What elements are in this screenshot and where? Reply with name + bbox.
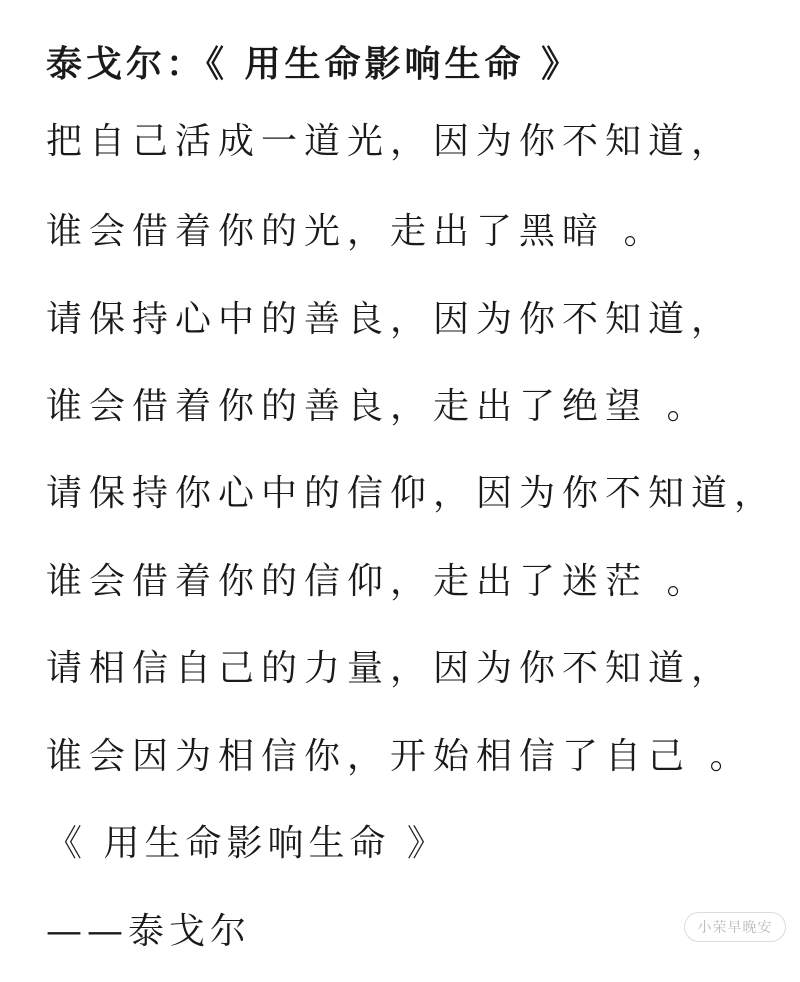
poem-line: 谁会借着你的善良，走出了绝望 。 — [46, 386, 710, 427]
watermark-badge: 小荣早晚安 — [684, 912, 786, 942]
poem-line: 谁会借着你的光，走出了黑暗 。 — [46, 211, 667, 252]
author-attribution: ——泰戈尔 — [46, 911, 252, 952]
poem-line: 把自己活成一道光，因为你不知道， — [46, 121, 735, 162]
poem-line: 请相信自己的力量，因为你不知道， — [46, 648, 735, 689]
poem-line: 谁会借着你的信仰，走出了迷茫 。 — [46, 561, 710, 602]
poem-line: 请保持你心中的信仰，因为你不知道， — [46, 473, 778, 514]
poem-line: 谁会因为相信你，开始相信了自己 。 — [46, 736, 753, 777]
book-title: 《 用生命影响生命 》 — [46, 823, 448, 864]
poem-line: 请保持心中的善良，因为你不知道， — [46, 299, 735, 340]
poem-title: 泰戈尔：《 用生命影响生命 》 — [46, 43, 582, 85]
